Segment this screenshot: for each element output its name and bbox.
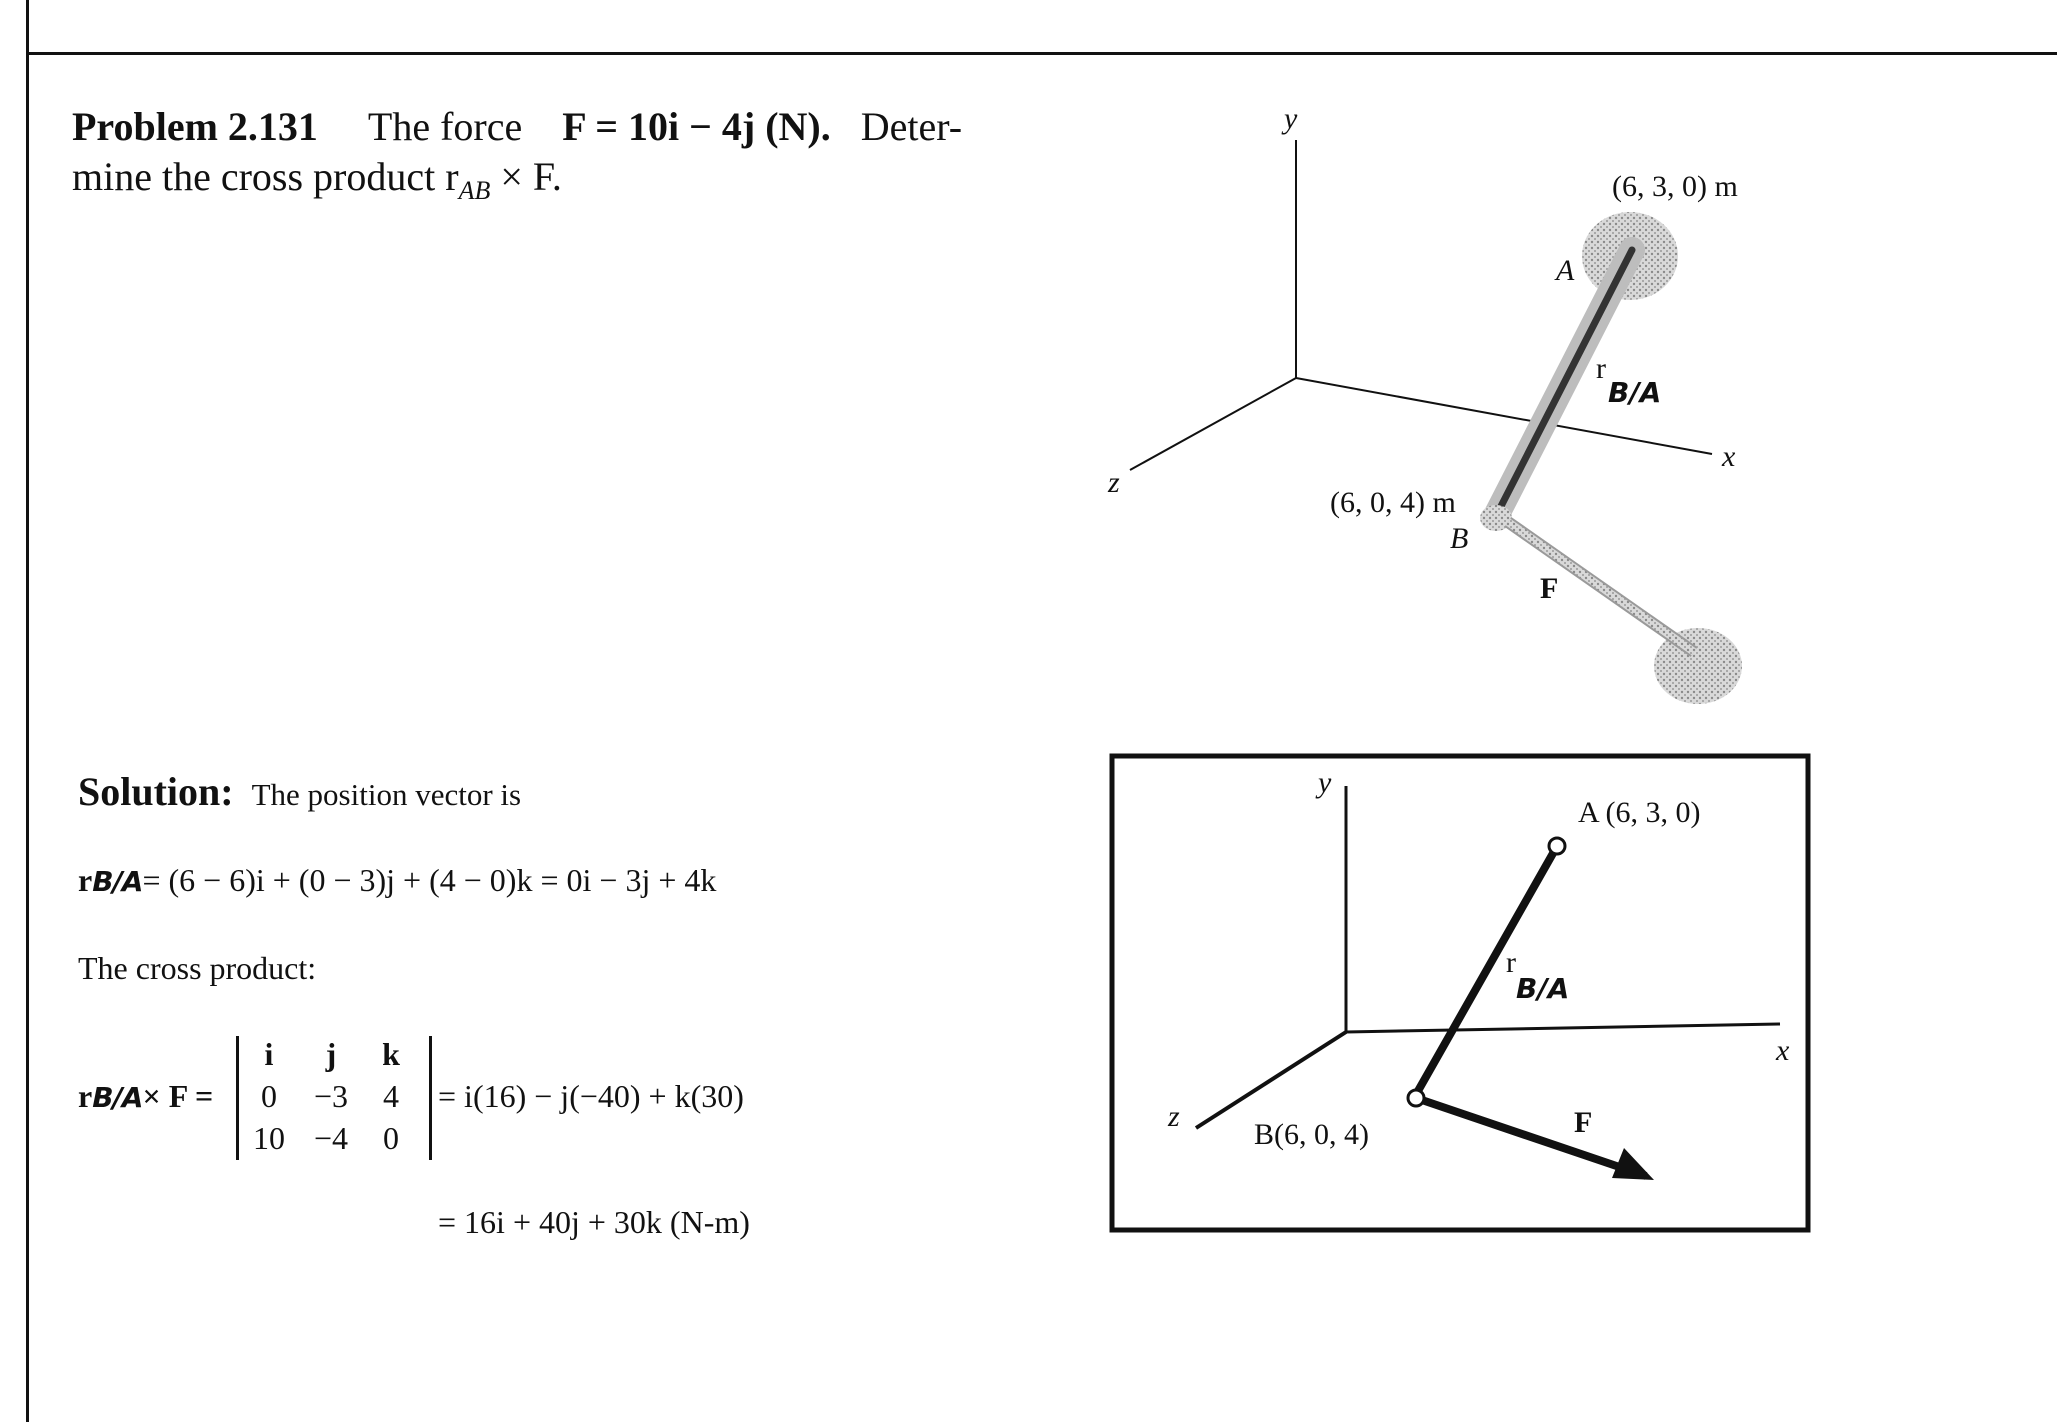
det-cell: −3 [313, 1078, 349, 1114]
fig2-x-axis [1346, 1024, 1780, 1032]
fig1-force-label: F [1540, 572, 1559, 605]
fig2-r-sub: B/A [1516, 972, 1570, 1005]
problem-text-2: Deter- [860, 104, 963, 149]
fig1-r-sub: B/A [1608, 376, 1662, 409]
fig2-force-vector [1416, 1098, 1646, 1176]
cross-product-intro: The cross product: [78, 950, 317, 986]
fig1-z-label: z [1108, 466, 1120, 499]
figure-3d-bar [1107, 102, 1742, 704]
solution-intro: The position vector is [251, 777, 522, 812]
fig2-point-b-label: B(6, 0, 4) [1254, 1118, 1369, 1151]
det-cell: 0 [383, 1120, 399, 1156]
r-subscript-2: B/A [92, 1081, 143, 1114]
figure-schematic [1112, 756, 1808, 1230]
fig2-point-b-marker [1408, 1090, 1424, 1106]
fig1-point-a-label: A [1556, 254, 1575, 287]
fig1-point-b-label: B [1450, 522, 1469, 555]
problem-text-3: mine the cross product r [72, 154, 459, 199]
result-line: = 16i + 40j + 30k (N-m) [438, 1204, 750, 1240]
fig2-y-label: y [1318, 766, 1332, 799]
fig2-z-label: z [1168, 1100, 1180, 1133]
det-cell: 0 [261, 1078, 277, 1114]
det-cell: 10 [253, 1120, 285, 1156]
det-cell: −4 [313, 1120, 349, 1156]
fig1-point-b-coord: (6, 0, 4) m [1330, 486, 1456, 519]
fig2-x-label: x [1776, 1034, 1790, 1067]
problem-text-4: × F. [500, 154, 562, 199]
cross-lhs-text: × F = [142, 1078, 214, 1114]
problem-text-1: The force [367, 104, 523, 149]
fig2-r-label: r [1506, 946, 1516, 979]
fig1-y-label: y [1284, 102, 1298, 135]
solution-label: Solution: [78, 769, 234, 814]
det-cell: k [382, 1036, 400, 1072]
fig2-z-axis [1196, 1032, 1346, 1128]
fig2-point-a-marker [1549, 838, 1565, 854]
r-symbol-2: r [78, 1078, 93, 1114]
det-cell: i [264, 1036, 274, 1072]
fig2-force-label: F [1574, 1106, 1593, 1139]
fig2-point-a-label: A (6, 3, 0) [1578, 796, 1701, 829]
fig1-force-rope-texture [1508, 522, 1694, 652]
fig1-point-a-coord: (6, 3, 0) m [1612, 170, 1738, 203]
det-cell: 4 [383, 1078, 399, 1114]
fig1-z-axis [1130, 378, 1296, 470]
expansion-line: = i(16) − j(−40) + k(30) [438, 1078, 744, 1114]
r-symbol: r [78, 862, 93, 898]
r-subscript: B/A [92, 865, 143, 898]
fig2-frame [1112, 756, 1808, 1230]
fig1-x-label: x [1722, 440, 1736, 473]
position-equation: = (6 − 6)i + (0 − 3)j + (4 − 0)k = 0i − 3j + 4k [142, 862, 717, 898]
problem-label: Problem 2.131 [72, 104, 318, 149]
fig2-force-arrowhead [1612, 1148, 1654, 1180]
det-cell: j [325, 1036, 337, 1072]
fig1-r-label: r [1596, 352, 1606, 385]
subscript-ab: AB [458, 176, 491, 205]
force-equation: F = 10i − 4j (N). [562, 104, 831, 149]
